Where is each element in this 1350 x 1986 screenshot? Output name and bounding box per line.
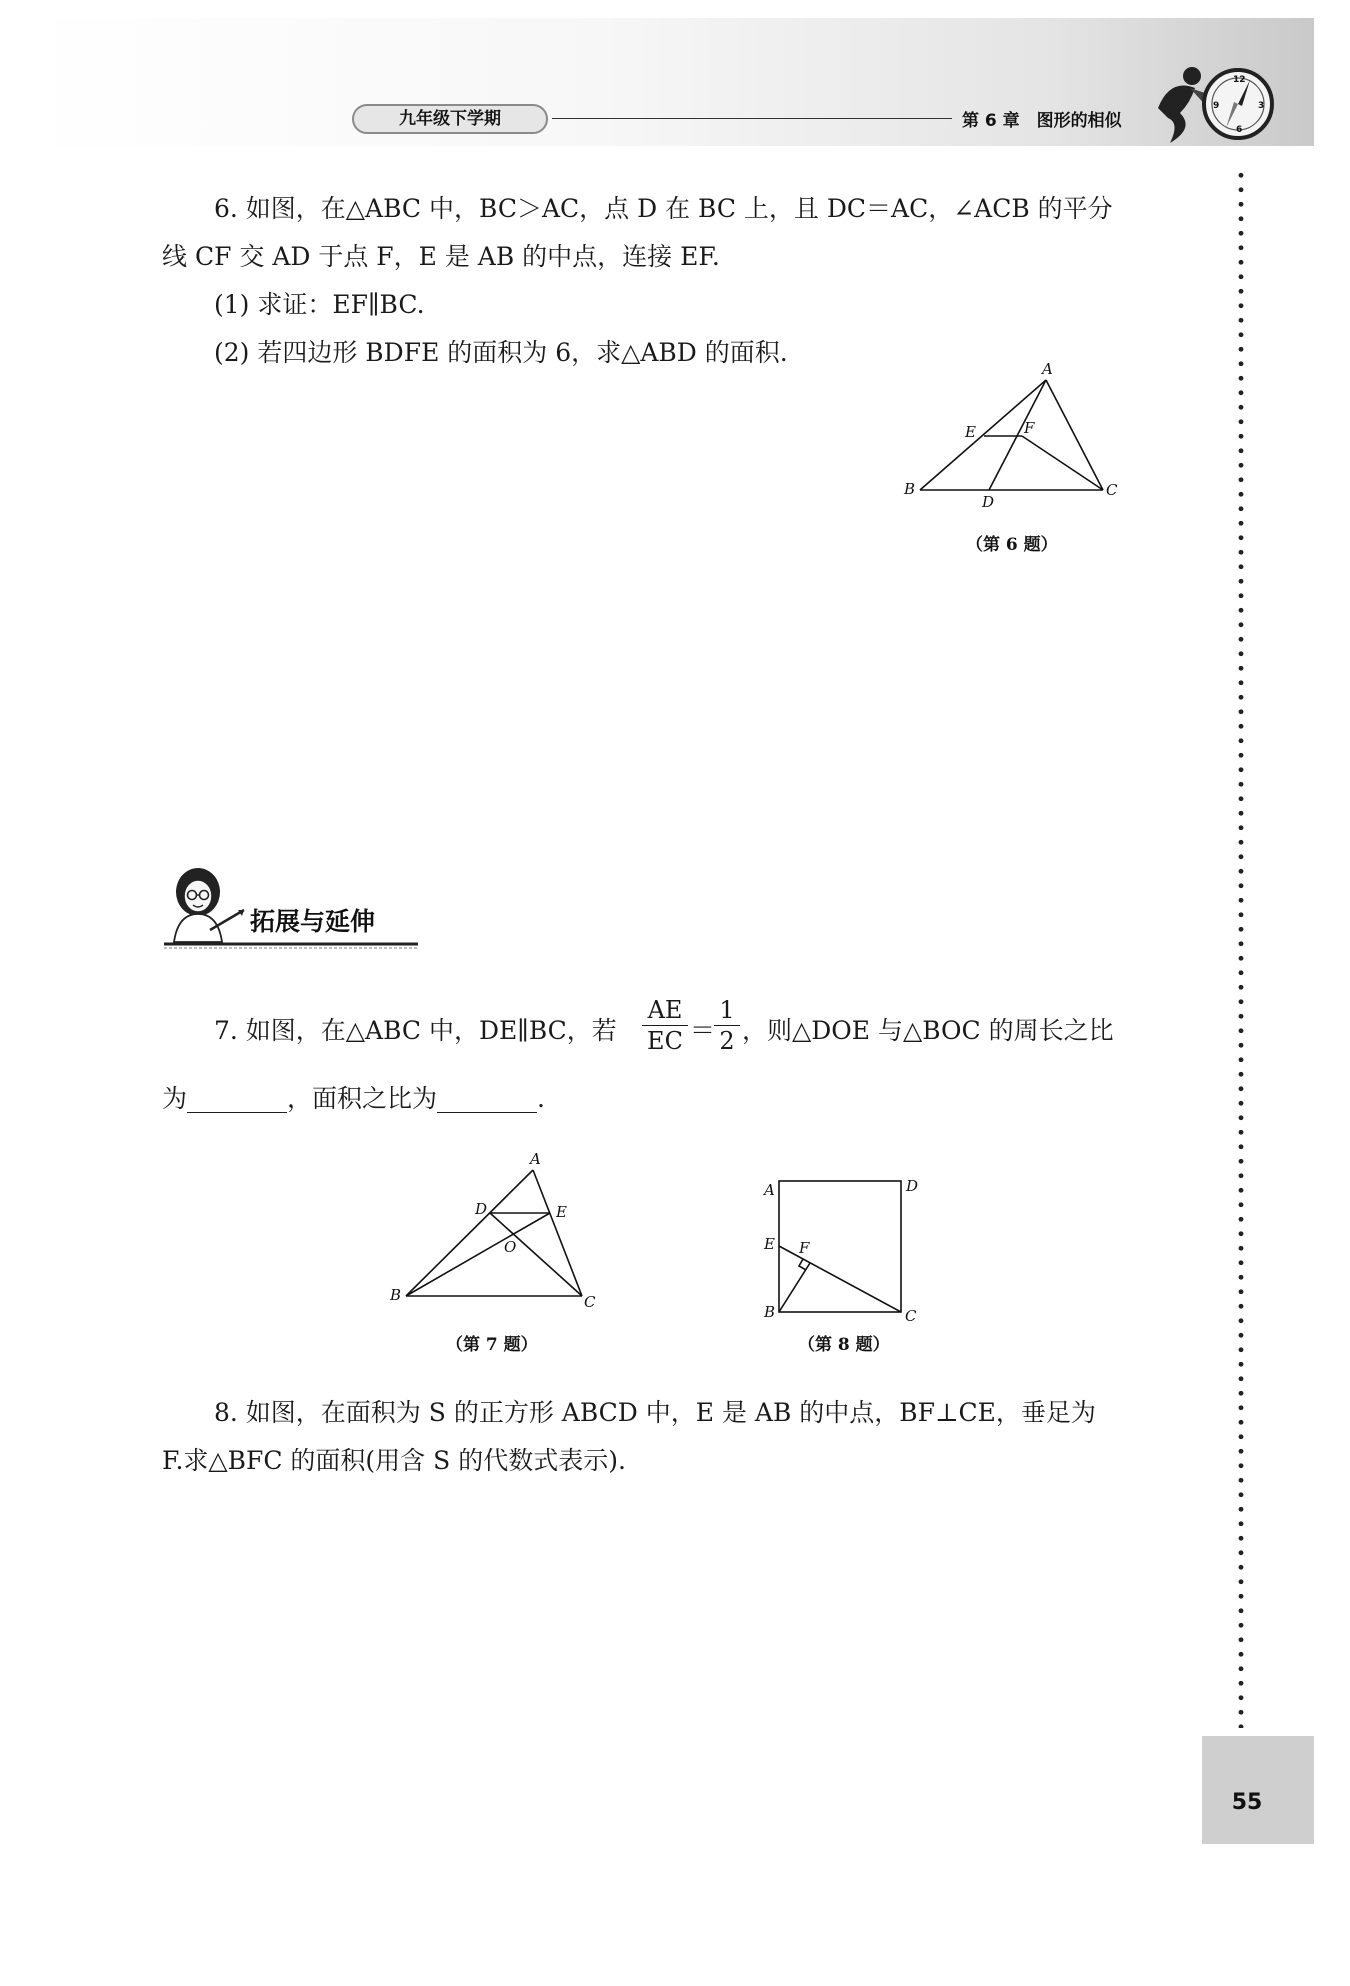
fraction-one-half [712, 996, 742, 1055]
fraction-numerator: AE [647, 996, 683, 1024]
teacher-illustration-icon [174, 868, 244, 942]
runner-clock-icon [1150, 58, 1280, 148]
segment-cf [1022, 436, 1103, 490]
label-o: O [504, 1238, 517, 1256]
fraction-bar [714, 1025, 740, 1026]
problem7-line1-end: ，则△DOE 与△BOC 的周长之比 [742, 1016, 1114, 1045]
problem8-line1: 8. 如图，在面积为 S 的正方形 ABCD 中，E 是 AB 的中点，BF⊥CE，垂足为 [214, 1398, 1096, 1427]
fraction-denominator: 2 [719, 1027, 735, 1055]
label-d: D [906, 1177, 919, 1195]
problem8-line2: F.求△BFC 的面积(用含 S 的代数式表示). [162, 1446, 626, 1475]
label-f: F [1024, 419, 1035, 437]
figure-problem8 [755, 1165, 945, 1325]
fraction-bar [642, 1025, 688, 1026]
svg-text:6: 6 [1236, 125, 1243, 135]
figure-problem6 [900, 360, 1130, 520]
figure6-caption: （第 6 题） [966, 535, 1058, 555]
section-title: 拓展与延伸 [250, 907, 376, 936]
label-b: B [904, 480, 916, 498]
chapter-title: 第 6 章 图形的相似 [962, 111, 1122, 131]
label-e: E [965, 423, 976, 441]
figure-problem7 [380, 1150, 620, 1320]
figure8-caption: （第 8 题） [798, 1335, 890, 1355]
fraction-denominator: EC [647, 1027, 683, 1055]
segment-ad [989, 380, 1046, 490]
label-f: F [799, 1239, 810, 1257]
dotted-margin-divider [1238, 168, 1244, 1728]
label-e: E [764, 1235, 775, 1253]
label-c: C [1106, 481, 1118, 499]
segment-ec [779, 1246, 901, 1312]
label-a: A [530, 1150, 541, 1168]
problem6-part1: (1) 求证：EF∥BC. [214, 290, 425, 319]
segment-ac [1046, 380, 1103, 490]
label-b: B [390, 1286, 402, 1304]
equals-sign: ＝ [690, 1016, 716, 1045]
problem6-line2: 线 CF 交 AD 于点 F，E 是 AB 的中点，连接 EF. [162, 242, 720, 271]
label-b: B [764, 1303, 776, 1321]
problem6-line1: 6. 如图，在△ABC 中，BC＞AC，点 D 在 BC 上，且 DC＝AC，∠ACB 的平分 [214, 194, 1113, 223]
label-c: C [905, 1307, 917, 1325]
label-a: A [764, 1181, 775, 1199]
problem7-line2: 为________，面积之比为________. [162, 1084, 545, 1113]
svg-text:3: 3 [1258, 101, 1265, 111]
svg-text:9: 9 [1213, 101, 1220, 111]
problem7-line1-start: 7. 如图，在△ABC 中，DE∥BC，若 [214, 1016, 617, 1045]
grade-label: 九年级下学期 [352, 104, 548, 134]
header-rule [552, 118, 952, 119]
fraction-numerator: 1 [719, 996, 735, 1024]
label-c: C [584, 1293, 596, 1311]
svg-text:12: 12 [1233, 75, 1246, 85]
label-e: E [556, 1203, 567, 1221]
page-number: 55 [1231, 1790, 1263, 1815]
label-a: A [1042, 360, 1053, 378]
figure7-caption: （第 7 题） [446, 1335, 538, 1355]
label-d: D [982, 493, 995, 511]
segment-ac [533, 1170, 582, 1296]
label-d: D [475, 1200, 488, 1218]
problem6-part2: (2) 若四边形 BDFE 的面积为 6，求△ABD 的面积. [214, 338, 788, 367]
square-abcd [779, 1181, 901, 1312]
fraction-ae-over-ec [640, 996, 690, 1055]
